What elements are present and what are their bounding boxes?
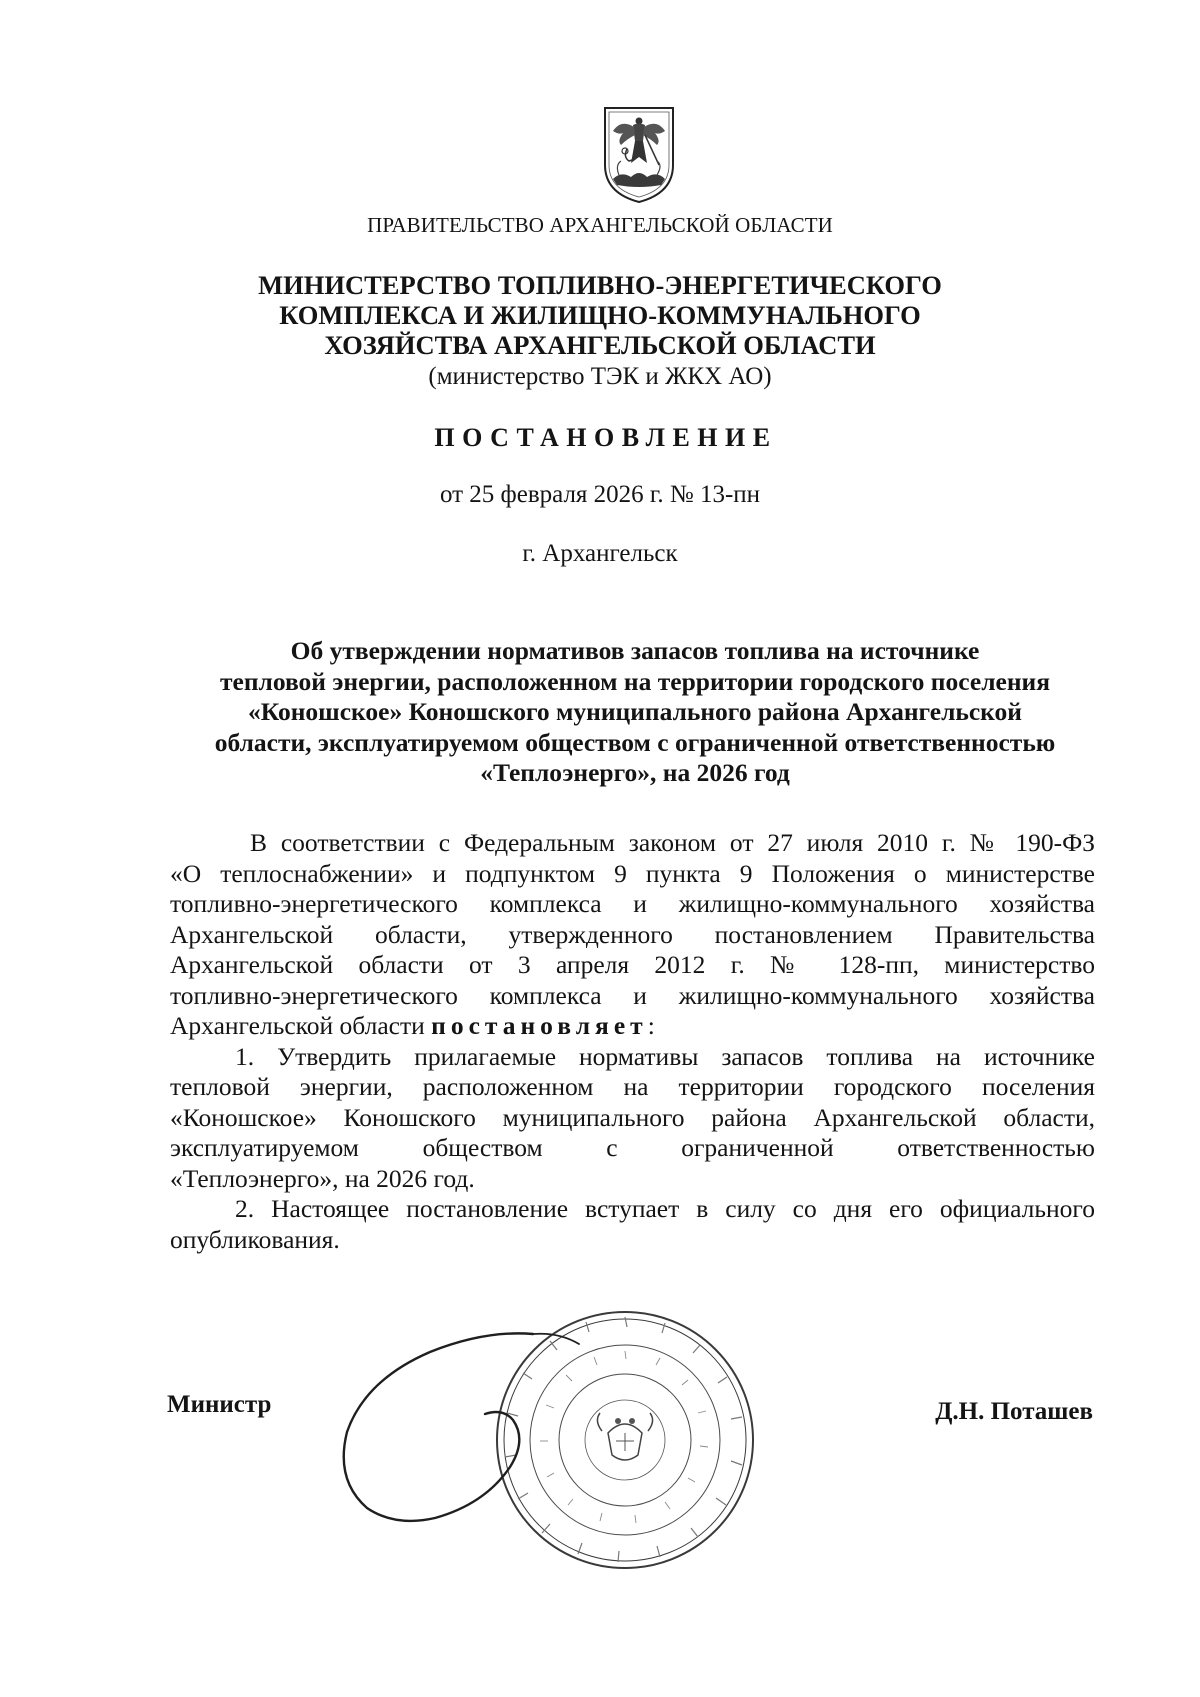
- ministry-name-line: МИНИСТЕРСТВО ТОПЛИВНО-ЭНЕРГЕТИЧЕСКОГО: [258, 270, 942, 300]
- resolves-keyword: постановляет: [431, 1011, 648, 1040]
- preamble-line: Архангельской области, утвержденного постановлением Правительства: [170, 919, 1095, 949]
- title-line: Об утверждении нормативов запасов топлива на источнике: [290, 636, 980, 665]
- item-2-line: 2. Настоящее постановление вступает в силу со дня его официального: [235, 1194, 1095, 1223]
- item-2-line: опубликования.: [170, 1224, 340, 1254]
- document-date-number: от 25 февраля 2026 г. № 13-пн: [439, 481, 761, 508]
- document-city: г. Архангельск: [522, 540, 678, 567]
- preamble-last-line: [170, 1011, 1095, 1042]
- ministry-name-line: ХОЗЯЙСТВА АРХАНГЕЛЬСКОЙ ОБЛАСТИ: [324, 330, 876, 360]
- title-line: «Коношское» Коношского муниципального района Архангельской: [248, 697, 1022, 726]
- title-line: тепловой энергии, расположенном на территории городского поселения: [219, 666, 1051, 696]
- coat-of-arms-emblem: [601, 105, 677, 205]
- document-type: ПОСТАНОВЛЕНИЕ: [434, 423, 778, 452]
- preamble-line: топливно-энергетического комплекса и жилищно-коммунального хозяйства: [170, 980, 1095, 1010]
- handwritten-signature: [335, 1322, 585, 1532]
- preamble-last-text: Архангельской области: [170, 1011, 432, 1040]
- signatory-name: Д.Н. Поташев: [935, 1398, 1093, 1425]
- preamble-line: Архангельской области от 3 апреля 2012 г. № 128-пп, министерство: [170, 950, 1095, 979]
- title-line: «Теплоэнерго», на 2026 год: [480, 758, 790, 787]
- item-1-line: «Коношское» Коношского муниципального района Архангельской области,: [170, 1102, 1095, 1132]
- ministry-name: [0, 270, 1200, 360]
- ministry-name-line: КОМПЛЕКСА И ЖИЛИЩНО-КОММУНАЛЬНОГО: [279, 300, 921, 330]
- item-1-line: «Теплоэнерго», на 2026 год.: [170, 1163, 475, 1193]
- preamble-line: В соответствии с Федеральным законом от 27 июля 2010 г. № 190-ФЗ: [250, 828, 1095, 857]
- item-1-line: тепловой энергии, расположенном на территории городского поселения: [170, 1072, 1095, 1101]
- document-title: [160, 636, 1110, 789]
- government-header: ПРАВИТЕЛЬСТВО АРХАНГЕЛЬСКОЙ ОБЛАСТИ: [367, 213, 833, 237]
- preamble-line: «О теплоснабжении» и подпунктом 9 пункта 9 Положения о министерстве: [170, 858, 1095, 888]
- preamble-colon: :: [647, 1011, 655, 1040]
- item-1-line: эксплуатируемом обществом с ограниченной ответственностью: [170, 1133, 1095, 1162]
- document-body: [170, 828, 1095, 1255]
- preamble-line: топливно-энергетического комплекса и жилищно-коммунального хозяйства: [170, 889, 1095, 918]
- signatory-position: Министр: [167, 1391, 272, 1418]
- title-line: области, эксплуатируемом обществом с ограниченной ответственностью: [214, 727, 1056, 757]
- ministry-abbreviation: (министерство ТЭК и ЖКХ АО): [428, 363, 772, 390]
- item-1-line: 1. Утвердить прилагаемые нормативы запасов топлива на источнике: [235, 1041, 1095, 1071]
